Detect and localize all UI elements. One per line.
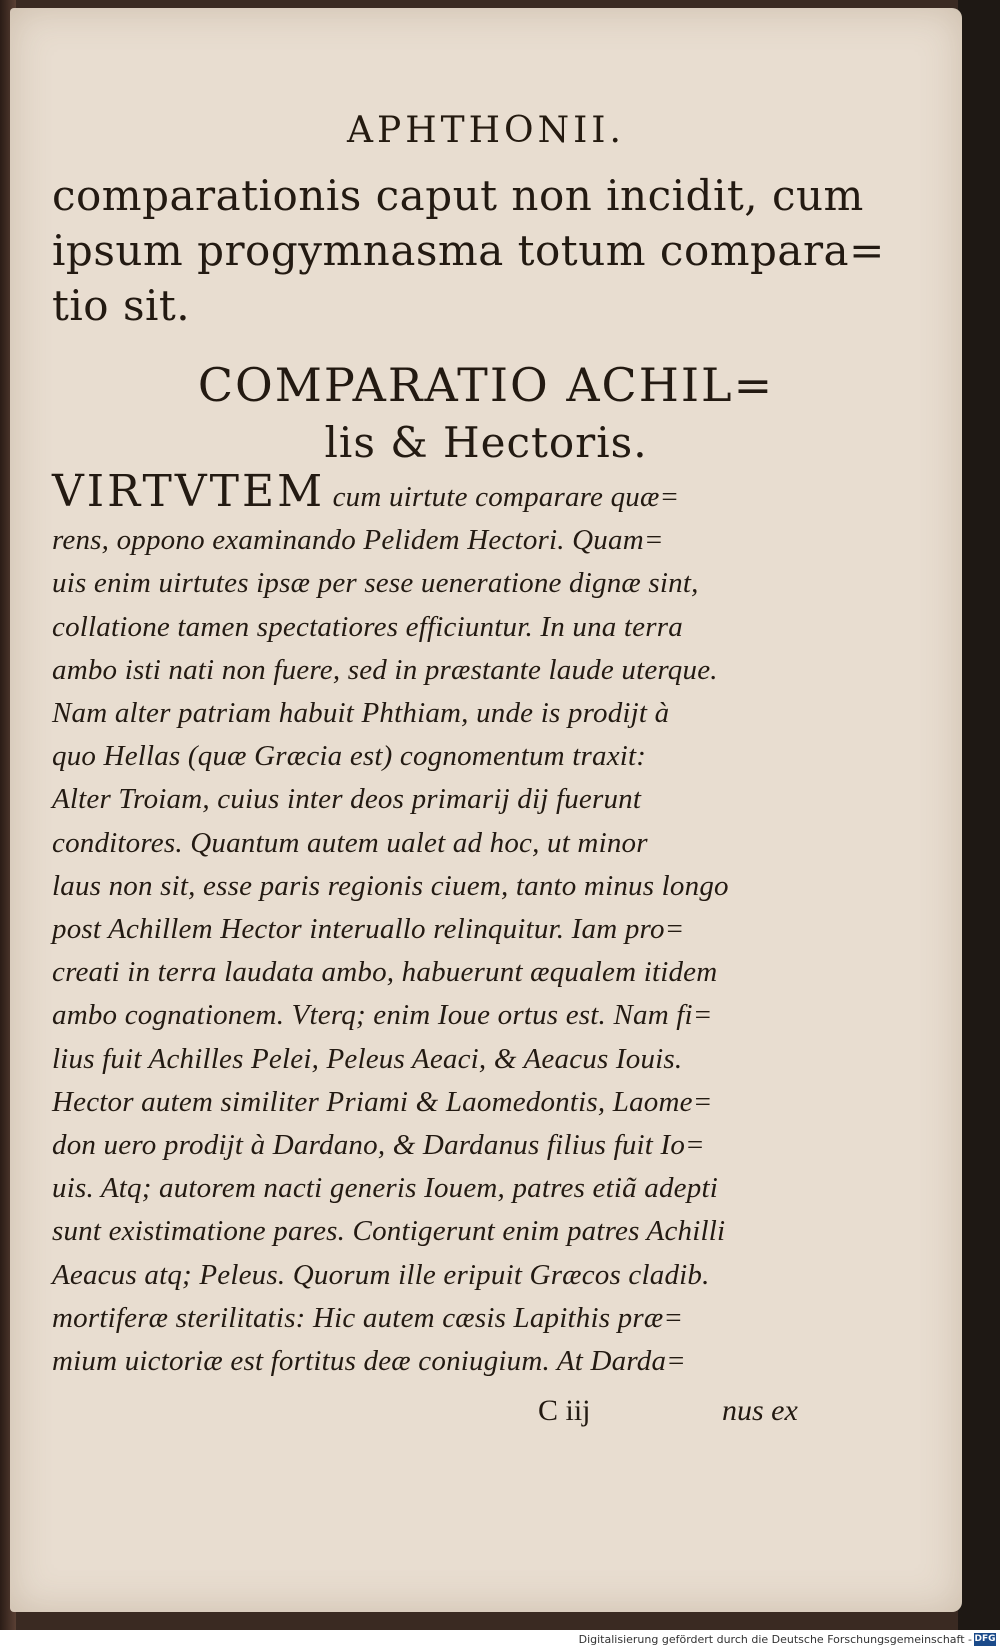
- page-foot: [10, 1394, 962, 1434]
- running-head: APHTHONII.: [347, 110, 625, 151]
- catchword: nus ex: [722, 1394, 798, 1427]
- text-line: Alter Troiam, cuius inter deos primarij dij fuerunt: [52, 783, 642, 816]
- text-line: Hector autem similiter Priami & Laomedontis, Laome=: [52, 1085, 713, 1118]
- text-line: laus non sit, esse paris regionis ciuem, tanto minus longo: [52, 869, 729, 902]
- text-line: comparationis caput non incidit, cum: [52, 171, 864, 220]
- signature-mark: C iij: [538, 1394, 591, 1427]
- book-page: [10, 8, 962, 1612]
- heading-line: lis & Hectoris.: [324, 418, 648, 467]
- text-line: uis enim uirtutes ipsæ per sese ueneratione dignæ sint,: [52, 567, 699, 600]
- text-line: sunt existimatione pares. Contigerunt enim patres Achilli: [52, 1215, 726, 1248]
- text-line: lius fuit Achilles Pelei, Peleus Aeaci, & Aeacus Iouis.: [52, 1042, 683, 1075]
- text-line: uis. Atq; autorem nacti generis Iouem, patres etiã adepti: [52, 1172, 718, 1205]
- text-line-rest: cum uirtute comparare quæ=: [325, 481, 680, 513]
- text-line: ipsum progymnasma totum compara=: [52, 226, 885, 275]
- text-line: post Achillem Hector interuallo relinquitur. Iam pro=: [52, 913, 685, 946]
- text-line: rens, oppono examinando Pelidem Hectori. Quam=: [52, 524, 664, 557]
- text-line: Aeacus atq; Peleus. Quorum ille eripuit Græcos cladib.: [52, 1258, 710, 1291]
- drop-cap-word: VIRTVTEM: [52, 466, 326, 517]
- text-line: collatione tamen spectatiores efficiuntur. In una terra: [52, 610, 683, 643]
- section-heading: [10, 356, 962, 472]
- text-line: ambo cognationem. Vterq; enim Ioue ortus est. Nam fi=: [52, 999, 713, 1032]
- intro-paragraph: [52, 168, 885, 333]
- text-line: creati in terra laudata ambo, habuerunt æqualem itidem: [52, 956, 718, 989]
- body-paragraph: [52, 466, 852, 1383]
- text-line: conditores. Quantum autem ualet ad hoc, ut minor: [52, 826, 648, 859]
- text-line: mium uictoriæ est fortitus deæ coniugium. At Darda=: [52, 1345, 686, 1378]
- text-line: don uero prodijt à Dardano, & Dardanus filius fuit Io=: [52, 1129, 705, 1162]
- heading-line: COMPARATIO ACHIL=: [197, 358, 775, 412]
- text-line: ambo isti nati non fuere, sed in præstante laude uterque.: [52, 653, 718, 686]
- dfg-logo-icon: DFG: [974, 1634, 996, 1644]
- footer-credit: Digitalisierung gefördert durch die Deutsche Forschungsgemeinschaft -: [578, 1633, 972, 1646]
- text-line: mortiferæ sterilitatis: Hic autem cæsis Lapithis præ=: [52, 1301, 684, 1334]
- text-line: tio sit.: [52, 281, 191, 330]
- text-line: [52, 466, 852, 519]
- page-shadow: [958, 0, 1000, 1650]
- text-line: quo Hellas (quæ Græcia est) cognomentum traxit:: [52, 740, 647, 773]
- text-line: Nam alter patriam habuit Phthiam, unde is prodijt à: [52, 697, 670, 730]
